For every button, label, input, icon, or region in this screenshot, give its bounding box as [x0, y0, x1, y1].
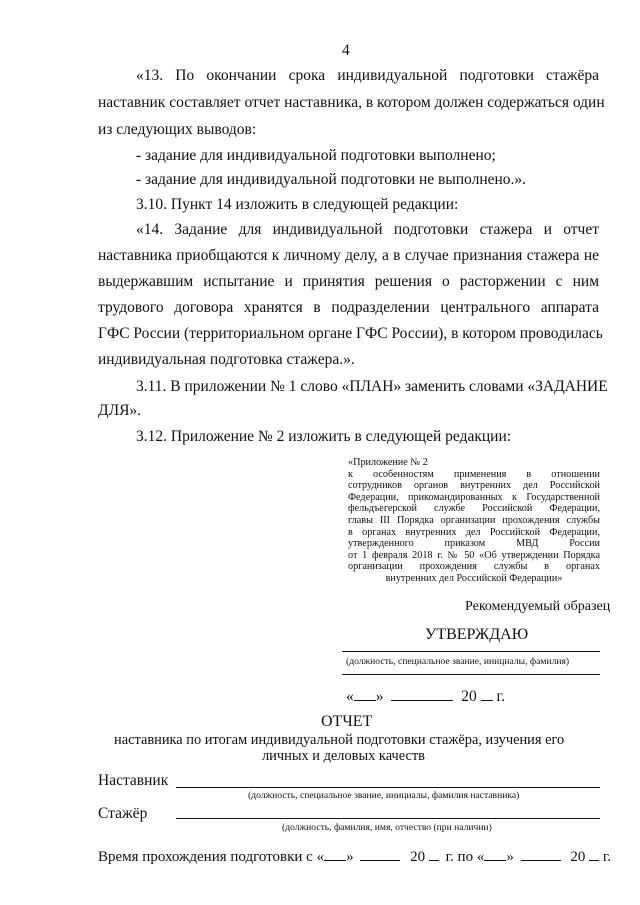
appendix-line: организации прохождения службы в органах — [348, 561, 600, 573]
page-number: 4 — [342, 42, 350, 59]
appendix-block — [348, 457, 600, 585]
para14-line4: трудового договора хранятся в подразделении центрального аппарата — [98, 299, 599, 316]
approve-signature-line — [342, 651, 600, 652]
approve-date-field — [346, 686, 505, 706]
appendix-line: главы III Порядка организации прохождения службы — [348, 514, 600, 526]
date-month-blank — [391, 686, 453, 701]
appendix-heading: «Приложение № 2 — [348, 457, 428, 468]
para14-line6: индивидуальная подготовка стажера.». — [98, 351, 355, 368]
para14-line3: выдержавшим испытание и принятия решения о расторжении с ним — [98, 273, 599, 290]
period-end-year-blank — [589, 846, 599, 861]
date-close-quote: » — [375, 688, 384, 705]
report-subtitle-2: личных и деловых качеств — [262, 748, 425, 764]
period-close-quote: » — [346, 849, 354, 865]
approve-caption: (должность, специальное звание, инициалы, фамилия) — [346, 656, 570, 667]
para14-line5: ГФС России (территориальном органе ГФС России), в котором проводилась — [98, 325, 603, 342]
date-day-blank — [354, 686, 376, 701]
trainee-line — [176, 818, 600, 819]
appendix-line: утвержденного приказом МВД России — [348, 538, 600, 550]
trainee-caption: (должность, фамилия, имя, отчество (при наличии) — [282, 822, 492, 833]
appendix-line: от 1 февраля 2018 г. № 50 «Об утверждении Порядка — [348, 549, 600, 561]
date-open-quote: « — [346, 688, 354, 705]
training-period-field — [98, 846, 611, 866]
appendix-line: Федерации, прикомандированных к Государственной — [348, 491, 600, 503]
date-suffix: г. — [496, 688, 505, 705]
period-label: Время прохождения подготовки с « — [98, 849, 325, 865]
recommended-sample: Рекомендуемый образец — [465, 599, 611, 614]
dash-item-1: - задание для индивидуальной подготовки выполнено; — [136, 147, 496, 164]
approve-second-line — [342, 674, 600, 675]
period-start-day-blank — [324, 846, 346, 861]
para13-line3: из следующих выводов: — [98, 121, 257, 138]
report-title: ОТЧЕТ — [321, 713, 373, 730]
dash-item-2: - задание для индивидуальной подготовки не выполнено.». — [136, 171, 527, 188]
para14-line2: наставника приобщаются к личному делу, а в случае признания стажера не — [98, 247, 599, 264]
para13-line1: «13. По окончании срока индивидуальной подготовки стажёра — [136, 67, 599, 84]
period-start-year-blank — [429, 846, 439, 861]
mentor-label: Наставник — [98, 772, 169, 789]
approve-heading: УТВЕРЖДАЮ — [425, 626, 529, 643]
para14-line1: «14. Задание для индивидуальной подготовки стажера и отчет — [136, 221, 599, 238]
trainee-label: Стажёр — [98, 805, 148, 822]
period-start-month-blank — [360, 846, 400, 861]
mentor-caption: (должность, специальное звание, инициалы, фамилия наставника) — [248, 790, 520, 801]
clause-3-11-line1: 3.11. В приложении № 1 слово «ПЛАН» заменить словами «ЗАДАНИЕ — [136, 378, 608, 395]
mentor-line — [176, 787, 600, 788]
period-end-year: 20 — [570, 849, 586, 865]
appendix-line: к особенностям применения в отношении — [348, 468, 600, 480]
period-close-quote-2: » — [506, 849, 514, 865]
period-to: г. по « — [445, 849, 485, 865]
period-end: г. — [602, 849, 612, 865]
date-year-prefix: 20 — [461, 688, 477, 705]
para13-line2: наставник составляет отчет наставника, в котором должен содержаться один — [98, 94, 605, 111]
report-subtitle-1: наставника по итогам индивидуальной подготовки стажёра, изучения его — [114, 732, 565, 748]
appendix-line: сотрудников органов внутренних дел Российской — [348, 480, 600, 492]
clause-3-10: 3.10. Пункт 14 изложить в следующей редакции: — [136, 196, 459, 213]
appendix-line-last: внутренних дел Российской Федерации» — [385, 572, 563, 584]
clause-3-12: 3.12. Приложение № 2 изложить в следующей редакции: — [136, 428, 512, 445]
period-end-month-blank — [521, 846, 561, 861]
appendix-line: в органах внутренних дел Российской Федерации, — [348, 526, 600, 538]
clause-3-11-line2: ДЛЯ». — [98, 402, 142, 419]
period-start-year: 20 — [410, 849, 426, 865]
date-year-blank — [481, 686, 493, 701]
period-end-day-blank — [484, 846, 506, 861]
appendix-line: фельдъегерской службе Российской Федерации, — [348, 503, 600, 515]
